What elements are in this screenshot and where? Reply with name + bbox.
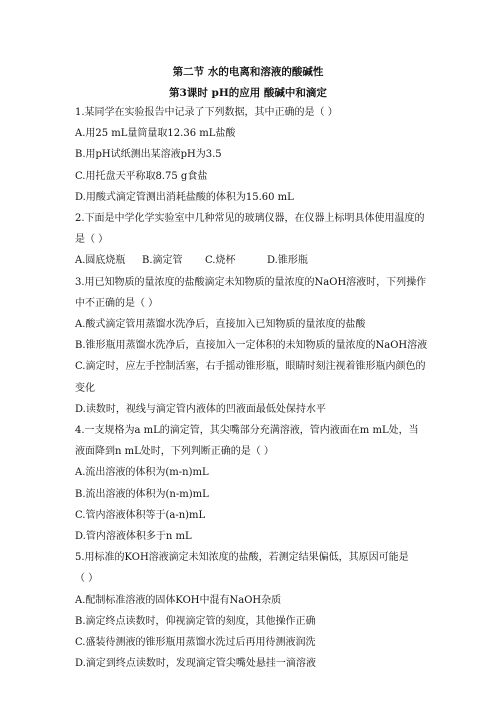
- q4-option-d: D.管内溶液体积多于n mL: [75, 531, 192, 543]
- q1-option-b: B.用pH试纸测出某溶液pH为3.5: [75, 149, 222, 161]
- q2-options: [75, 250, 425, 271]
- section-title: 第二节 水的电离和溶液的酸碱性: [172, 66, 324, 78]
- q3-option-d: D.读数时，视线与滴定管内液体的凹液面最低处保持水平: [75, 403, 326, 415]
- q5-option-c: C.盛装待测液的锥形瓶用蒸馏水洗过后再用待测液润洗: [75, 637, 316, 649]
- q1-option-c: C.用托盘天平称取8.75 g食盐: [75, 170, 208, 182]
- q2-stem-line2: 是（ ）: [75, 234, 109, 246]
- q3-option-c-line2: 变化: [75, 382, 95, 394]
- lesson-subtitle: 第3课时 pH的应用 酸碱中和滴定: [169, 87, 327, 99]
- q4-option-c: C.管内溶液体积等于(a-n)mL: [75, 509, 206, 521]
- q4-stem-line1: 4.一支规格为a mL的滴定管，其尖嘴部分充满溶液，管内液面在m mL处，当: [75, 425, 419, 437]
- q5-option-a: A.配制标准溶液的固体KOH中混有NaOH杂质: [75, 594, 282, 606]
- q1-stem: 1.某同学在实验报告中记录了下列数据，其中正确的是（ ）: [75, 107, 338, 118]
- q4-stem-line2: 液面降到n mL处时，下列判断正确的是（ ）: [75, 446, 274, 458]
- q2-option-d: D.锥形瓶: [267, 255, 308, 267]
- q5-option-b: B.滴定终点读数时，仰视滴定管的刻度，其他操作正确: [75, 615, 316, 627]
- q5-stem-line1: 5.用标准的KOH溶液滴定未知浓度的盐酸，若测定结果偏低，其原因可能是: [75, 552, 409, 564]
- q5-option-d: D.滴定到终点读数时，发现滴定管尖嘴处悬挂一滴溶液: [75, 658, 316, 670]
- q3-option-b: B.锥形瓶用蒸馏水洗净后，直接加入一定体积的未知物质的量浓度的NaOH溶液: [75, 340, 428, 352]
- q4-option-a: A.流出溶液的体积为(m-n)mL: [75, 467, 209, 479]
- q5-stem-line2: （ ）: [75, 573, 99, 585]
- q2-option-c: C.烧杯: [205, 255, 236, 267]
- q3-stem-line1: 3.用已知物质的量浓度的盐酸滴定未知物质的量浓度的NaOH溶液时，下列操作: [75, 276, 427, 288]
- q4-option-b: B.流出溶液的体积为(n-m)mL: [75, 488, 209, 500]
- q1-option-d: D.用酸式滴定管测出消耗盐酸的体积为15.60 mL: [75, 191, 294, 203]
- q2-option-a: A.圆底烧瓶: [75, 255, 126, 267]
- q2-stem-line1: 2.下面是中学化学实验室中几种常见的玻璃仪器，在仪器上标明具体使用温度的: [75, 213, 425, 225]
- q1-option-a: A.用25 mL量筒量取12.36 mL盐酸: [75, 128, 236, 140]
- question-list: [75, 102, 428, 674]
- q3-stem-line2: 中不正确的是（ ）: [75, 297, 159, 309]
- q3-option-c-line1: C.滴定时，应左手控制活塞，右手摇动锥形瓶，眼睛时刻注视着锥形瓶内颜色的: [75, 361, 426, 373]
- q2-option-b: B.滴定管: [142, 255, 183, 267]
- q3-option-a: A.酸式滴定管用蒸馏水洗净后，直接加入已知物质的量浓度的盐酸: [75, 319, 366, 331]
